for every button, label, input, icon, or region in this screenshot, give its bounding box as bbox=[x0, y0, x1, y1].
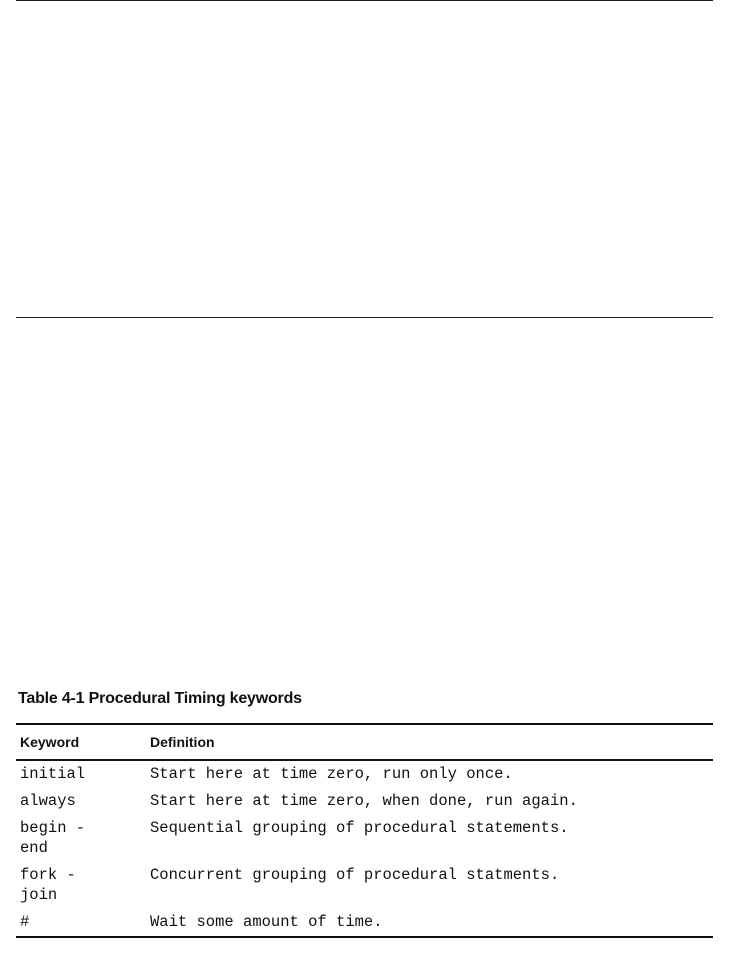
definition-cell: Sequential grouping of procedural statements. bbox=[150, 819, 569, 837]
table-row bbox=[16, 865, 713, 905]
definition-cell: Wait some amount of time. bbox=[150, 913, 383, 931]
table-caption: Table 4-1 Procedural Timing keywords bbox=[18, 690, 302, 707]
keyword-cell: always bbox=[20, 792, 76, 810]
table-header-row bbox=[16, 725, 713, 761]
keyword-cell: # bbox=[20, 913, 30, 931]
keyword-cell: begin - end bbox=[20, 819, 95, 857]
definition-cell: Start here at time zero, run only once. bbox=[150, 765, 513, 783]
definition-cell: Concurrent grouping of procedural statments. bbox=[150, 866, 560, 884]
table-body bbox=[16, 761, 713, 938]
header-keyword: Keyword bbox=[20, 734, 80, 750]
top-rule bbox=[16, 0, 713, 1]
table-row bbox=[16, 764, 713, 784]
keywords-table bbox=[16, 723, 713, 938]
definition-cell: Start here at time zero, when done, run again. bbox=[150, 792, 578, 810]
table-row bbox=[16, 912, 713, 932]
table-row bbox=[16, 818, 713, 858]
keyword-cell: initial bbox=[20, 765, 86, 783]
keyword-cell: fork - join bbox=[20, 866, 86, 904]
middle-rule bbox=[16, 317, 713, 318]
header-definition: Definition bbox=[150, 734, 215, 750]
table-row bbox=[16, 791, 713, 811]
